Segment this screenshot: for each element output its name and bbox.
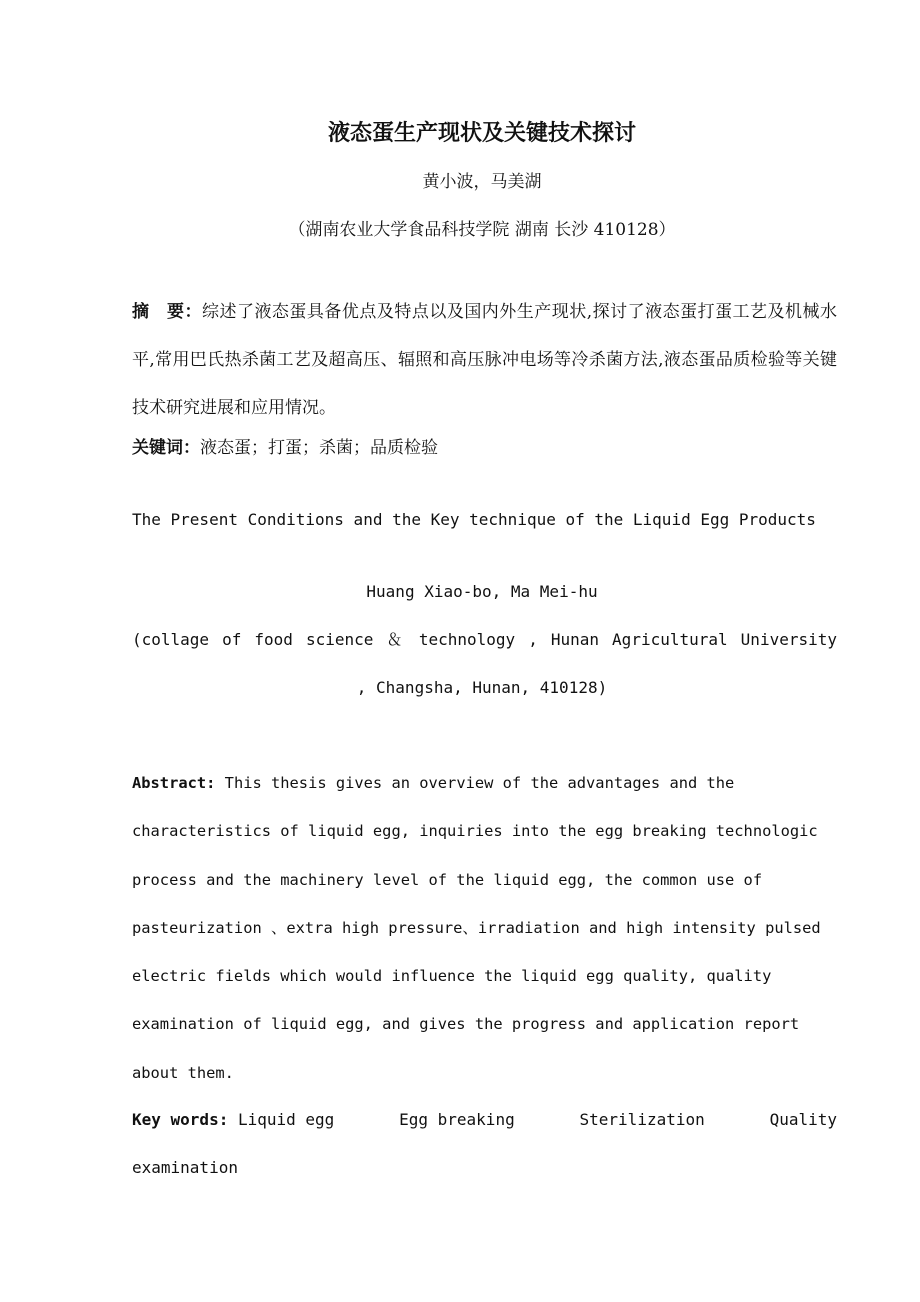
paper-title-en: The Present Conditions and the Key technique of the Liquid Egg Products — [132, 510, 816, 529]
abstract-en-line — [132, 759, 870, 807]
keywords-cn-label: 关键词： — [132, 438, 200, 458]
abstract-en-line: characteristics of liquid egg, inquiries into the egg breaking technologic — [132, 822, 818, 841]
paper-title-cn: 液态蛋生产现状及关键技术探讨 — [327, 121, 636, 146]
abstract-cn — [132, 288, 837, 432]
affiliation-en-line1: (collage of food science ＆ technology , Hunan Agricultural University — [132, 630, 838, 649]
abstract-en-line: about them. — [132, 1063, 234, 1082]
abstract-en-line-text: This thesis gives an overview of the advantages and the — [215, 774, 735, 792]
abstract-cn-label: 摘 要： — [132, 302, 202, 322]
keywords-en-label: Key words: — [132, 1110, 229, 1129]
authors-cn: 黄小波，马美湖 — [422, 172, 542, 192]
keywords-en-label-and-first — [132, 1096, 334, 1144]
affiliation-cn: （湖南农业大学食品科技学院 湖南 长沙 410128） — [288, 220, 676, 240]
abstract-en-label: Abstract: — [132, 774, 216, 792]
keywords-cn — [132, 433, 837, 463]
keyword-item: Egg breaking — [399, 1110, 515, 1129]
abstract-en — [132, 759, 870, 1097]
keyword-item: Quality — [769, 1110, 837, 1129]
abstract-en-line: pasteurization 、extra high pressure、irradiation and high intensity pulsed — [132, 918, 821, 937]
abstract-cn-text: 综述了液态蛋具备优点及特点以及国内外生产现状,探讨了液态蛋打蛋工艺及机械水平,常用巴氏热杀菌工艺及超高压、辐照和高压脉冲电场等冷杀菌方法,液态蛋品质检验等关键技术研究进展和应用情况。 — [132, 302, 838, 418]
keywords-en-row — [132, 1096, 837, 1144]
affiliation-en-line2: , Changsha, Hunan, 410128) — [356, 678, 608, 697]
abstract-en-line: examination of liquid egg, and gives the progress and application report — [132, 1015, 800, 1034]
abstract-en-line: process and the machinery level of the liquid egg, the common use of — [132, 870, 763, 889]
keyword-item: Sterilization — [579, 1110, 705, 1129]
keyword-item: Liquid egg — [237, 1110, 335, 1129]
keywords-en — [132, 1096, 837, 1193]
authors-en: Huang Xiao-bo, Ma Mei-hu — [366, 582, 598, 601]
keywords-en-continuation: examination — [132, 1158, 238, 1178]
keywords-cn-text: 液态蛋；打蛋；杀菌；品质检验 — [200, 438, 438, 458]
abstract-en-line: electric fields which would influence the liquid egg quality, quality — [132, 967, 772, 986]
